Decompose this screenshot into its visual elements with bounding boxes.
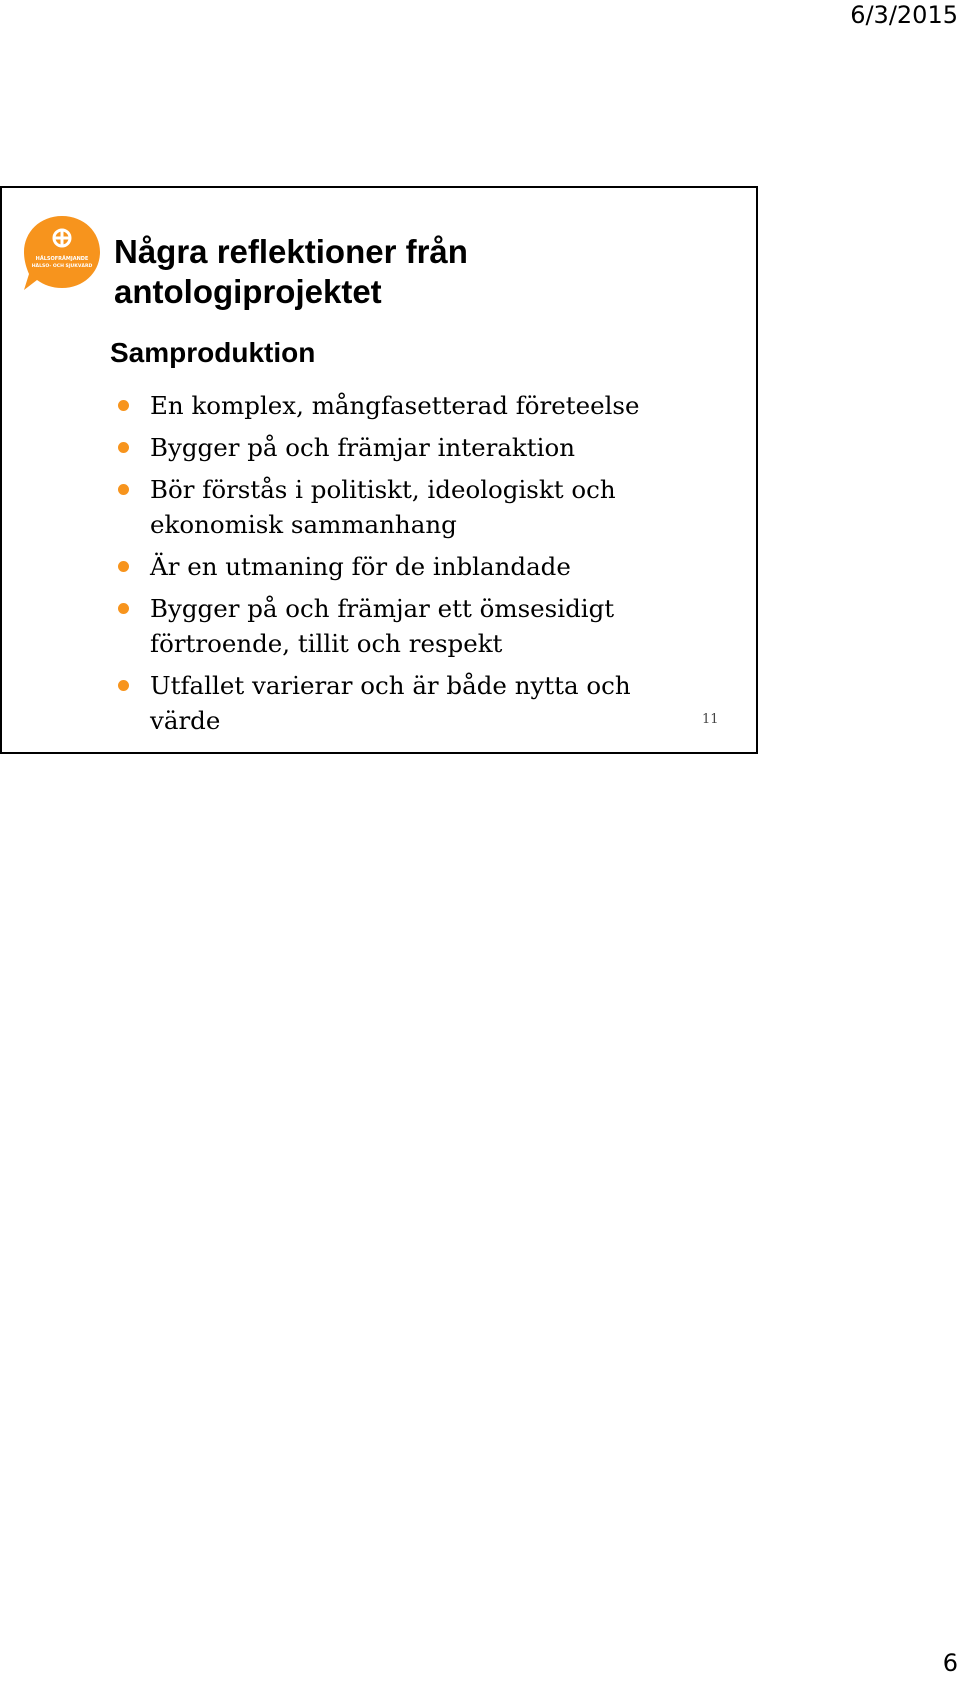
bullet-item [116,388,676,423]
bullet-dot-icon [118,400,129,411]
bullet-item [116,472,676,542]
bullet-text: Bygger på och främjar interaktion [150,433,575,462]
bullet-text: En komplex, mångfasetterad företeelse [150,391,640,420]
bullet-item [116,549,676,584]
bullet-text: Bygger på och främjar ett ömsesidigt förtroende, tillit och respekt [150,594,615,658]
slide-subtitle: Samproduktion [110,337,316,368]
slide [0,186,758,754]
bullet-dot-icon [118,561,129,572]
bullet-item [116,430,676,465]
bullet-text: Bör förstås i politiskt, ideologiskt och ekonomisk sammanhang [150,475,616,539]
bullet-text: Är en utmaning för de inblandade [150,552,571,581]
bullet-item [116,668,676,738]
bullet-dot-icon [118,442,129,453]
page-date: 6/3/2015 [850,1,958,29]
logo-line1: HÄLSOFRÄMJANDE [35,256,89,262]
bullet-dot-icon [118,603,129,614]
bullet-list [116,388,676,745]
logo-line2: HÄLSO- OCH SJUKVÅRD [31,264,93,269]
slide-number: 11 [702,712,719,727]
page-number: 6 [942,1649,958,1677]
logo-icon [22,214,102,292]
bullet-text: Utfallet varierar och är både nytta och värde [150,671,631,735]
bullet-dot-icon [118,680,129,691]
bullet-dot-icon [118,484,129,495]
slide-title: Några reflektioner från antologiprojektet [114,233,468,310]
bullet-item [116,591,676,661]
